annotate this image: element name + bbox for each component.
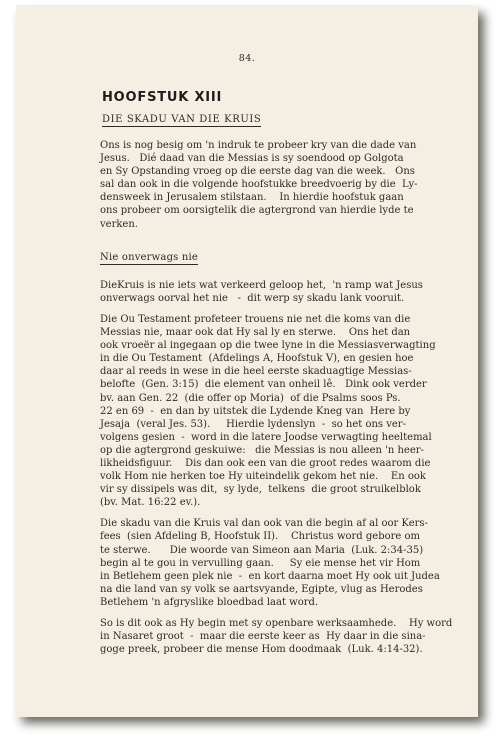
text-line: daar al reeds in wese in die heel eerste skaduagtige Messias- bbox=[100, 366, 412, 378]
text-line: So is dit ook as Hy begin met sy openbare werksaamhede. Hy word bbox=[100, 618, 453, 629]
paragraph-1 bbox=[100, 139, 456, 231]
text-line: na die land van sy volk se aartsvyande, Egipte, vlug as Herodes bbox=[100, 583, 423, 595]
text-line: fees (sien Afdeling B, Hoofstuk II). Christus word gebore om bbox=[100, 531, 421, 543]
text-line: onverwags oorval het nie - dit werp sy skadu lank vooruit. bbox=[100, 292, 405, 304]
text-line: goge preek, probeer die mense Hom doodmaak (Luk. 4:14-32). bbox=[100, 644, 423, 656]
text-line: likheidsfiguur. Dis dan ook een van die groot redes waarom die bbox=[100, 457, 431, 469]
subheading: Nie onverwags nie bbox=[100, 251, 198, 265]
text-line: (bv. Mat. 16:22 ev.). bbox=[100, 497, 201, 509]
body-text bbox=[100, 139, 456, 664]
text-line: bv. aan Gen. 22 (die offer op Moria) of die Psalms soos Ps. bbox=[100, 392, 401, 404]
text-line: Die skadu van die Kruis val dan ook van die begin af al oor Kers- bbox=[100, 518, 428, 530]
text-line: in Nasaret groot - maar die eerste keer as Hy daar in die sina- bbox=[100, 631, 426, 643]
text-line: Jesaja (veral Jes. 53). Hierdie lydenslyn - so het ons ver- bbox=[100, 418, 406, 430]
paragraph-3 bbox=[100, 313, 456, 509]
text-line: volk Hom nie herken toe Hy uiteindelik gekom het nie. En ook bbox=[100, 471, 426, 483]
text-line: te sterwe. Die woorde van Simeon aan Maria (Luk. 2:34-35) bbox=[100, 544, 424, 556]
text-line: ook vroeër al ingegaan op die twee lyne in die Messiasverwagting bbox=[100, 340, 436, 352]
text-line: in Betlehem geen plek nie - en kort daarna moet Hy ook uit Judea bbox=[100, 570, 440, 582]
text-line: DieKruis is nie iets wat verkeerd geloop het, 'n ramp wat Jesus bbox=[100, 279, 423, 291]
text-line: Messias nie, maar ook dat Hy sal ly en sterwe. Ons het dan bbox=[100, 327, 411, 339]
book-page bbox=[16, 5, 478, 717]
text-line: en Sy Opstanding vroeg op die eerste dag van die week. Ons bbox=[100, 166, 415, 178]
text-line: densweek in Jerusalem stilstaan. In hierdie hoofstuk gaan bbox=[100, 192, 404, 204]
text-line: 22 en 69 - en dan by uitstek die Lydende Kneg van Here by bbox=[100, 405, 411, 417]
text-line: verken. bbox=[100, 218, 138, 230]
paragraph-5 bbox=[100, 617, 456, 656]
text-line: belofte (Gen. 3:15) die element van onheil lê. Dink ook verder bbox=[100, 379, 427, 391]
text-line: begin al te gou in vervulling gaan. Sy eie mense het vir Hom bbox=[100, 557, 421, 569]
text-line: Die Ou Testament profeteer trouens nie net die koms van die bbox=[100, 313, 411, 325]
text-line: Jesus. Dié daad van die Messias is sy soendood op Golgota bbox=[100, 153, 404, 165]
text-line: volgens gesien - word in die latere Joodse verwagting heeltemal bbox=[100, 431, 432, 443]
section-title: DIE SKADU VAN DIE KRUIS bbox=[102, 114, 262, 125]
page-number: 84. bbox=[238, 53, 256, 64]
text-line: Betlehem 'n afgryslike bloedbad laat word. bbox=[100, 596, 319, 608]
paragraph-4 bbox=[100, 517, 456, 609]
paragraph-2 bbox=[100, 279, 456, 305]
text-line: vir sy dissipels was dit, sy lyde, telkens die groot struikelblok bbox=[100, 484, 421, 496]
text-line: Ons is nog besig om 'n indruk te probeer kry van die dade van bbox=[100, 140, 417, 151]
chapter-title: HOOFSTUK XIII bbox=[102, 90, 223, 105]
text-line: ons probeer om oorsigtelik die agtergrond van hierdie lyde te bbox=[100, 205, 414, 217]
text-line: op die agtergrond geskuiwe: die Messias is nou alleen 'n heer- bbox=[100, 444, 424, 456]
text-line: in die Ou Testament (Afdelings A, Hoofstuk V), en gesien hoe bbox=[100, 353, 414, 365]
text-line: sal dan ook in die volgende hoofstukke breedvoerig by die Ly- bbox=[100, 179, 418, 191]
